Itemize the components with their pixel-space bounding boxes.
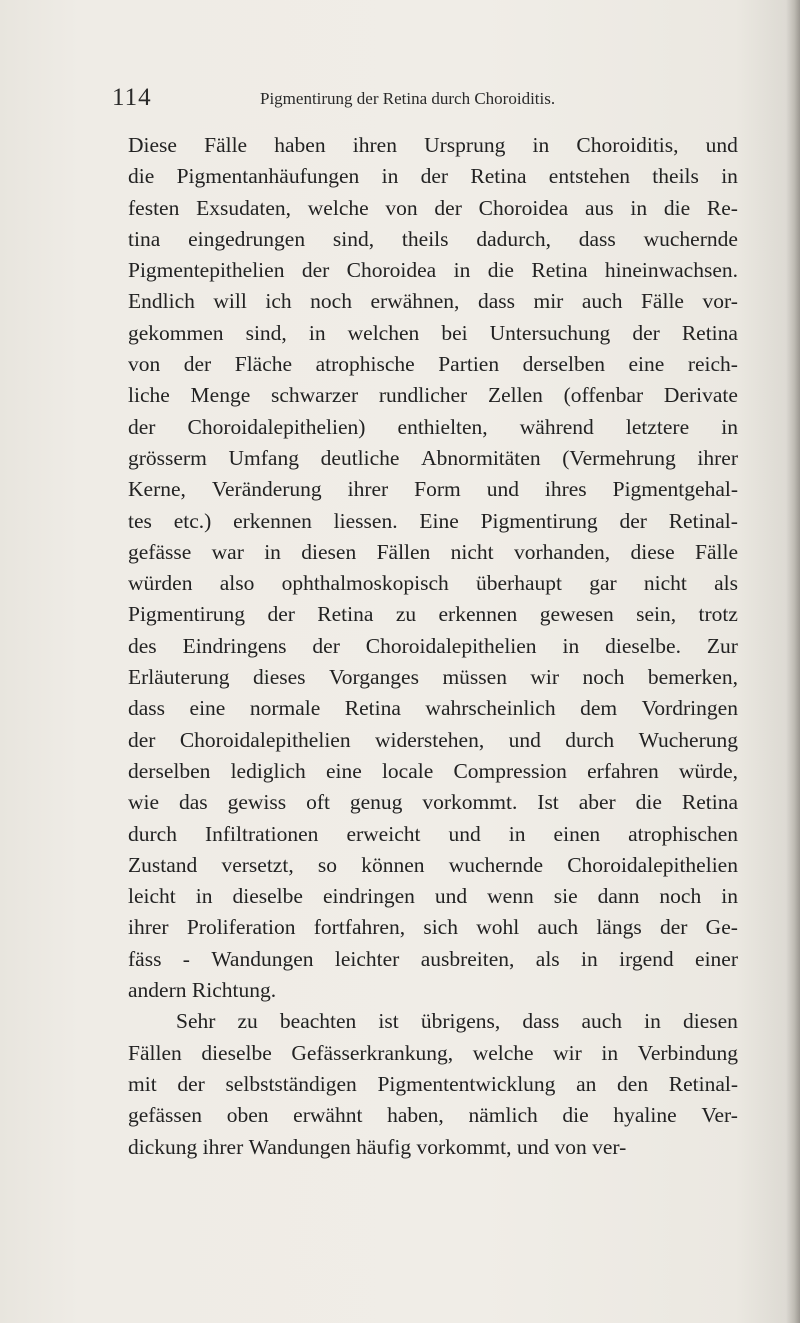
text-line: des Eindringens der Choroidalepithelien in dieselbe. Zur — [128, 633, 738, 658]
paragraph — [128, 1006, 738, 1162]
text-line: dass eine normale Retina wahrscheinlich dem Vordringen — [128, 696, 738, 721]
text-line: gefässe war in diesen Fällen nicht vorhanden, diese Fälle — [128, 539, 738, 564]
text-line: Erläuterung dieses Vorganges müssen wir noch bemerken, — [128, 665, 738, 690]
text-line: Kerne, Veränderung ihrer Form und ihres Pigmentgehal- — [128, 477, 738, 502]
text-line: der Choroidalepithelien widerstehen, und durch Wucherung — [128, 727, 738, 752]
text-line: andern Richtung. — [128, 978, 277, 1003]
text-line: festen Exsudaten, welche von der Choroidea aus in die Re- — [128, 195, 738, 220]
paragraph — [128, 130, 738, 1006]
text-line: dickung ihrer Wandungen häufig vorkommt, und von ver- — [128, 1134, 627, 1159]
text-line: mit der selbstständigen Pigmententwicklung an den Retinal- — [128, 1071, 738, 1096]
running-head: Pigmentirung der Retina durch Choroiditis. — [260, 89, 556, 108]
text-line: Diese Fälle haben ihren Ursprung in Choroiditis, und — [128, 133, 738, 157]
text-line: Sehr zu beachten ist übrigens, dass auch in diesen — [176, 1009, 738, 1034]
text-line: gefässen oben erwähnt haben, nämlich die hyaline Ver- — [128, 1103, 738, 1128]
page-number: 114 — [112, 84, 152, 111]
body-text — [128, 130, 738, 1163]
text-line: Pigmentirung der Retina zu erkennen gewesen sein, trotz — [128, 602, 738, 627]
text-line: tes etc.) erkennen liessen. Eine Pigmentirung der Retinal- — [128, 508, 738, 533]
text-line: Pigmentepithelien der Choroidea in die Retina hineinwachsen. — [128, 258, 738, 283]
text-line: ihrer Proliferation fortfahren, sich wohl auch längs der Ge- — [128, 915, 738, 940]
text-line: tina eingedrungen sind, theils dadurch, dass wuchernde — [128, 226, 738, 251]
text-line: von der Fläche atrophische Partien derselben eine reich- — [128, 352, 738, 377]
text-line: Endlich will ich noch erwähnen, dass mir auch Fälle vor- — [128, 289, 738, 314]
text-line: würden also ophthalmoskopisch überhaupt gar nicht als — [128, 571, 738, 596]
text-line: leicht in dieselbe eindringen und wenn sie dann noch in — [128, 884, 738, 909]
text-line: liche Menge schwarzer rundlicher Zellen (offenbar Derivate — [128, 383, 738, 408]
text-line: Zustand versetzt, so können wuchernde Choroidalepithelien — [128, 852, 738, 877]
text-line: derselben lediglich eine locale Compression erfahren würde, — [128, 758, 738, 783]
page-edge-shadow — [786, 0, 800, 1323]
text-line: durch Infiltrationen erweicht und in einen atrophischen — [128, 821, 738, 846]
text-line: fäss - Wandungen leichter ausbreiten, als in irgend einer — [128, 946, 738, 971]
text-line: wie das gewiss oft genug vorkommt. Ist aber die Retina — [128, 790, 738, 815]
text-line: grösserm Umfang deutliche Abnormitäten (Vermehrung ihrer — [128, 445, 738, 470]
text-line: gekommen sind, in welchen bei Untersuchung der Retina — [128, 320, 738, 345]
text-line: die Pigmentanhäufungen in der Retina entstehen theils in — [128, 164, 738, 189]
page-header — [112, 84, 712, 120]
text-line: Fällen dieselbe Gefässerkrankung, welche wir in Verbindung — [128, 1040, 738, 1065]
text-line: der Choroidalepithelien) enthielten, während letztere in — [128, 414, 738, 439]
